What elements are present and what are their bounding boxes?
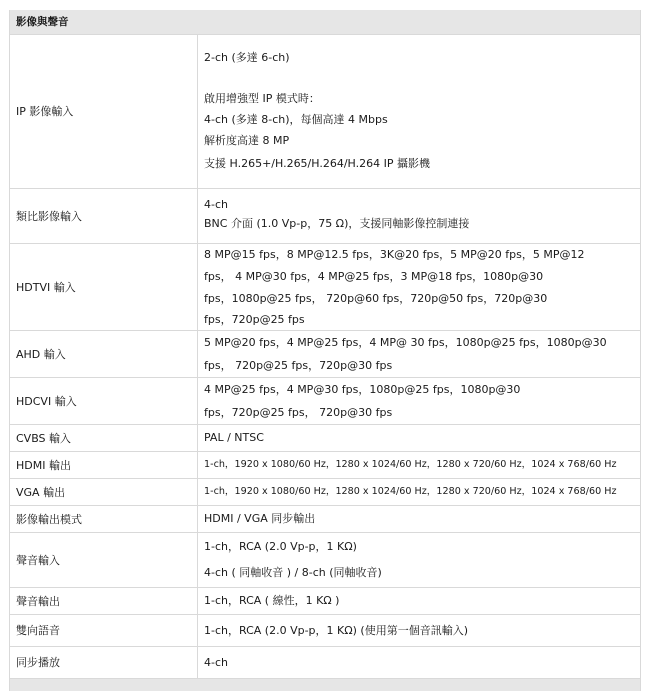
spec-value-line: 4-ch (多達 8-ch)，每個高達 4 Mbps [204,112,388,126]
spec-value-line: 啟用增強型 IP 模式時： [204,91,320,105]
spec-label: 類比影像輸入 [10,188,198,243]
spec-row [10,424,640,451]
spec-row [10,505,640,532]
spec-value-line: PAL / NTSC [204,430,264,444]
spec-label: HDTVI 輸入 [10,243,198,330]
spec-value [198,188,641,243]
spec-value-line: fps， 720p@25 fps，720p@30 fps [204,358,393,372]
spec-label: 影像輸出模式 [10,505,198,532]
spec-row [10,377,640,424]
spec-sheet [9,10,641,691]
spec-value-line: fps，720p@25 fps [204,312,305,326]
spec-label: 聲音輸入 [10,532,198,587]
spec-table [10,35,640,679]
footer-band [10,679,640,691]
spec-value-line: fps，720p@25 fps， 720p@30 fps [204,405,393,419]
spec-row [10,188,640,243]
spec-value-line: 8 MP@15 fps，8 MP@12.5 fps，3K@20 fps，5 MP@20 fps，5 MP@12 [204,247,585,261]
spec-row [10,587,640,614]
spec-value-line: 1-ch，RCA ( 線性，1 KΩ ) [204,593,340,607]
spec-value-line: 1-ch，RCA (2.0 Vp-p，1 KΩ) [204,539,357,553]
spec-value [198,377,641,424]
spec-value-line: fps，1080p@25 fps， 720p@60 fps，720p@50 fps，720p@30 [204,291,548,305]
spec-value-line: HDMI / VGA 同步輸出 [204,511,316,525]
spec-value [198,451,641,478]
spec-value [198,505,641,532]
spec-value-line: 4-ch ( 同軸收音 ) / 8-ch (同軸收音) [204,565,382,579]
spec-label: CVBS 輸入 [10,424,198,451]
spec-value-line: 1-ch，1920 x 1080/60 Hz，1280 x 1024/60 Hz，1280 x 720/60 Hz，1024 x 768/60 Hz [204,485,617,497]
spec-value-line: 4 MP@25 fps，4 MP@30 fps，1080p@25 fps，1080p@30 [204,382,521,396]
spec-row [10,35,640,188]
spec-value [198,424,641,451]
spec-value-line: 5 MP@20 fps，4 MP@25 fps，4 MP@ 30 fps，1080p@25 fps，1080p@30 [204,335,607,349]
spec-row [10,532,640,587]
spec-row [10,478,640,505]
spec-row [10,243,640,330]
spec-label: 同步播放 [10,646,198,678]
spec-label: IP 影像輸入 [10,35,198,188]
spec-value [198,35,641,188]
spec-value [198,478,641,505]
spec-value [198,587,641,614]
spec-label: 聲音輸出 [10,587,198,614]
spec-value-line: 支援 H.265+/H.265/H.264/H.264 IP 攝影機 [204,156,430,170]
spec-label: AHD 輸入 [10,330,198,377]
spec-value [198,532,641,587]
spec-value-line: 1-ch，RCA (2.0 Vp-p，1 KΩ) (使用第一個音訊輸入) [204,623,469,637]
spec-value-line [204,69,640,88]
spec-label: HDMI 輸出 [10,451,198,478]
spec-value-line: 2-ch (多達 6-ch) [204,50,290,64]
spec-value [198,243,641,330]
spec-value-line: 1-ch，1920 x 1080/60 Hz，1280 x 1024/60 Hz，1280 x 720/60 Hz，1024 x 768/60 Hz [204,458,617,470]
spec-label: 雙向語音 [10,614,198,646]
section-title: 影像與聲音 [10,10,640,35]
spec-value [198,614,641,646]
spec-label: VGA 輸出 [10,478,198,505]
spec-value-line: fps， 4 MP@30 fps，4 MP@25 fps，3 MP@18 fps，1080p@30 [204,269,544,283]
spec-row [10,646,640,678]
spec-row [10,451,640,478]
spec-value [198,330,641,377]
spec-row [10,614,640,646]
spec-row [10,330,640,377]
spec-value-line: 解析度高達 8 MP [204,133,290,147]
spec-value [198,646,641,678]
spec-value-line: 4-ch [204,655,228,669]
spec-value-line: BNC 介面 (1.0 Vp-p，75 Ω)，支援同軸影像控制連接 [204,216,470,230]
spec-label: HDCVI 輸入 [10,377,198,424]
spec-value-line: 4-ch [204,197,228,211]
